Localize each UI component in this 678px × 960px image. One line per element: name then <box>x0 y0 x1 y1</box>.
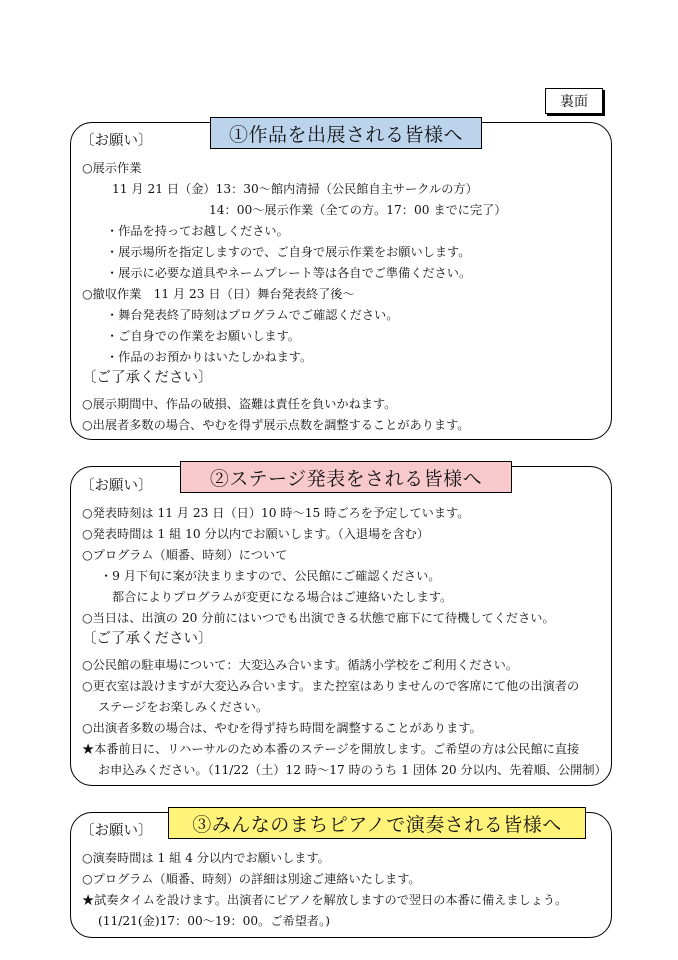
section-1-request-heading: 〔お願い〕 <box>80 133 153 149</box>
section-1-line: ・展示場所を指定しますので、ご自身で展示作業をお願いします。 <box>106 245 471 259</box>
section-2-notice-line: ○公民館の駐車場について：大変込み合います。循誘小学校をご利用ください。 <box>82 658 518 672</box>
section-3-title: ③みんなのまちピアノで演奏される皆様へ <box>168 807 586 839</box>
section-2-notice-line: ○更衣室は設けますが大変込み合います。また控室はありませんので客席にて他の出演者の <box>82 679 580 693</box>
section-1-line: ○撤収作業 11 月 23 日（日）舞台発表終了後～ <box>82 287 355 301</box>
section-2-line: ○発表時刻は 11 月 23 日（日）10 時～15 時ごろを予定しています。 <box>82 506 470 520</box>
section-2-notice-line: ○出演者多数の場合は、やむを得ず持ち時間を調整することがあります。 <box>82 721 482 735</box>
section-3-request-heading: 〔お願い〕 <box>80 823 153 839</box>
section-2-notice-line: ★本番前日に、リハーサルのため本番のステージを開放します。ご希望の方は公民館に直接 <box>82 742 580 756</box>
section-2-title: ②ステージ発表をされる皆様へ <box>180 461 512 493</box>
section-3-line: ○プログラム（順番、時刻）の詳細は別途ご連絡いたします。 <box>82 872 421 886</box>
section-1-title: ①作品を出展される皆様へ <box>210 117 482 149</box>
section-3-line: (11/21(金)17：00～19：00。ご希望者。) <box>98 914 330 928</box>
section-1-line: ・作品を持ってお越しください。 <box>106 224 289 238</box>
section-1-notice-line: ○展示期間中、作品の破損、盗難は責任を負いかねます。 <box>82 397 397 411</box>
section-2-notice-heading: 〔ご了承ください〕 <box>82 631 213 647</box>
section-2-notice-line: お申込みください。（11/22（土）12 時～17 時のうち 1 団体 20 分以内、先着順、公開制） <box>98 763 607 777</box>
section-3-line: ★試奏タイムを設けます。出演者にピアノを解放しますので翌日の本番に備えましょう。 <box>82 893 568 907</box>
section-2-line: ○発表時間は 1 組 10 分以内でお願いします。（入退場を含む） <box>82 527 430 541</box>
section-1-line: 14：00～展示作業（全ての方。17：00 までに完了） <box>209 203 507 217</box>
section-2-request-heading: 〔お願い〕 <box>80 478 153 494</box>
section-3-line: ○演奏時間は 1 組 4 分以内でお願いします。 <box>82 851 330 865</box>
page-side-label: 裏面 <box>545 88 603 114</box>
section-1-line: ・作品のお預かりはいたしかねます。 <box>106 350 313 364</box>
section-1-notice-line: ○出展者多数の場合、やむを得ず展示点数を調整することがあります。 <box>82 418 470 432</box>
section-2-notice-line: ステージをお楽しみください。 <box>98 700 269 714</box>
section-1-line: 11 月 21 日（金）13：30～館内清掃（公民館自主サークルの方） <box>112 182 478 196</box>
section-2-line: 都合によりプログラムが変更になる場合はご連絡いたします。 <box>112 590 453 604</box>
section-1-notice-heading: 〔ご了承ください〕 <box>82 370 213 386</box>
section-2-line: ・9 月下旬に案が決まりますので、公民館にご確認ください。 <box>100 569 441 583</box>
section-1-line: ・ご自身での作業をお願いします。 <box>106 329 301 343</box>
section-1-line: ○展示作業 <box>82 161 142 175</box>
section-2-line: ○プログラム（順番、時刻）について <box>82 548 288 562</box>
section-2-line: ○当日は、出演の 20 分前にはいつでも出演できる状態で廊下にて待機してください。 <box>82 611 555 625</box>
section-1-line: ・展示に必要な道具やネームプレート等は各自でご準備ください。 <box>106 266 472 280</box>
section-1-box <box>70 122 612 440</box>
section-1-line: ・舞台発表終了時刻はプログラムでご確認ください。 <box>106 308 399 322</box>
